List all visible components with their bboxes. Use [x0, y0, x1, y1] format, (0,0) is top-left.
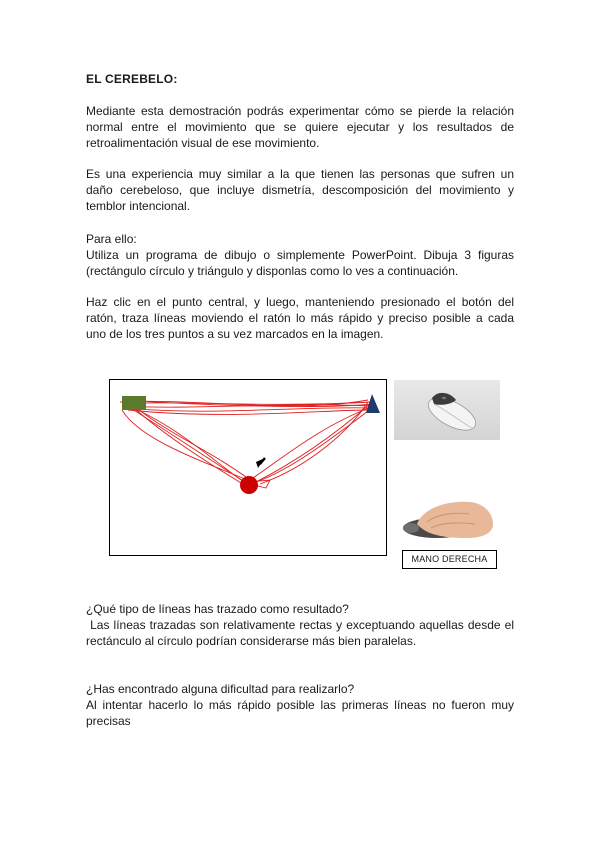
answer-line: Al intentar hacerlo lo más rápido posible las primeras líneas no fueron muy	[86, 698, 514, 712]
text-line: ratón, traza líneas moviendo el ratón lo más rápido y preciso posible a cada	[86, 311, 514, 325]
question-1-block	[86, 601, 514, 649]
answer-line: Las líneas trazadas son relativamente rectas y exceptuando aquellas desde el	[86, 618, 514, 632]
text-line: Mediante esta demostración podrás experimentar cómo se pierde la relación	[86, 104, 514, 118]
steps-paragraph	[86, 294, 514, 342]
text-line: (rectángulo círculo y triángulo y disponlas como lo ves a continuación.	[86, 264, 459, 278]
answer-line: rectánculo al círculo podrían considerarse más bien paralelas.	[86, 634, 417, 648]
text-line: Es una experiencia muy similar a la que tienen las personas que sufren un	[86, 167, 514, 181]
mouse-icon	[394, 380, 500, 440]
circle-target	[240, 476, 258, 494]
text-line: Utiliza un programa de dibujo o simplemente PowerPoint. Dibuja 3 figuras	[86, 248, 514, 262]
triangle-target	[366, 394, 380, 413]
trace-line	[122, 410, 252, 482]
page-title: EL CEREBELO:	[86, 72, 178, 86]
answer-line: precisas	[86, 714, 131, 728]
text-line: Haz clic en el punto central, y luego, manteniendo presionado el botón del	[86, 295, 514, 309]
cursor-arrow-icon	[256, 458, 265, 468]
drawing-figure	[109, 379, 387, 556]
hand-on-mouse-photo	[397, 494, 495, 544]
text-line: retroalimentación visual de ese movimiento.	[86, 136, 320, 150]
hand-icon	[397, 494, 495, 544]
mouse-traces	[120, 400, 374, 488]
trace-line	[252, 404, 370, 484]
hand-label: MANO DERECHA	[402, 550, 497, 569]
rectangle-target	[122, 396, 146, 410]
drawing-canvas	[110, 380, 388, 557]
text-line: temblor intencional.	[86, 199, 191, 213]
question-text: ¿Has encontrado alguna dificultad para realizarlo?	[86, 682, 355, 696]
trace-line	[260, 402, 368, 484]
intro-paragraph	[86, 103, 514, 151]
trace-line	[134, 408, 246, 486]
mouse-photo	[394, 380, 500, 440]
text-line: Para ello:	[86, 232, 137, 246]
text-line: normal entre el movimiento que se quiere ejecutar y los resultados de	[86, 120, 514, 134]
trace-line	[250, 406, 374, 480]
experience-paragraph	[86, 166, 514, 214]
instructions-paragraph	[86, 231, 514, 279]
question-2-block	[86, 681, 514, 729]
text-line: daño cerebeloso, que incluye dismetría, descomposición del movimiento y	[86, 183, 514, 197]
question-text: ¿Qué tipo de líneas has trazado como resultado?	[86, 602, 349, 616]
trace-line	[124, 404, 248, 484]
text-line: uno de los tres puntos a su vez marcados en la imagen.	[86, 327, 384, 341]
